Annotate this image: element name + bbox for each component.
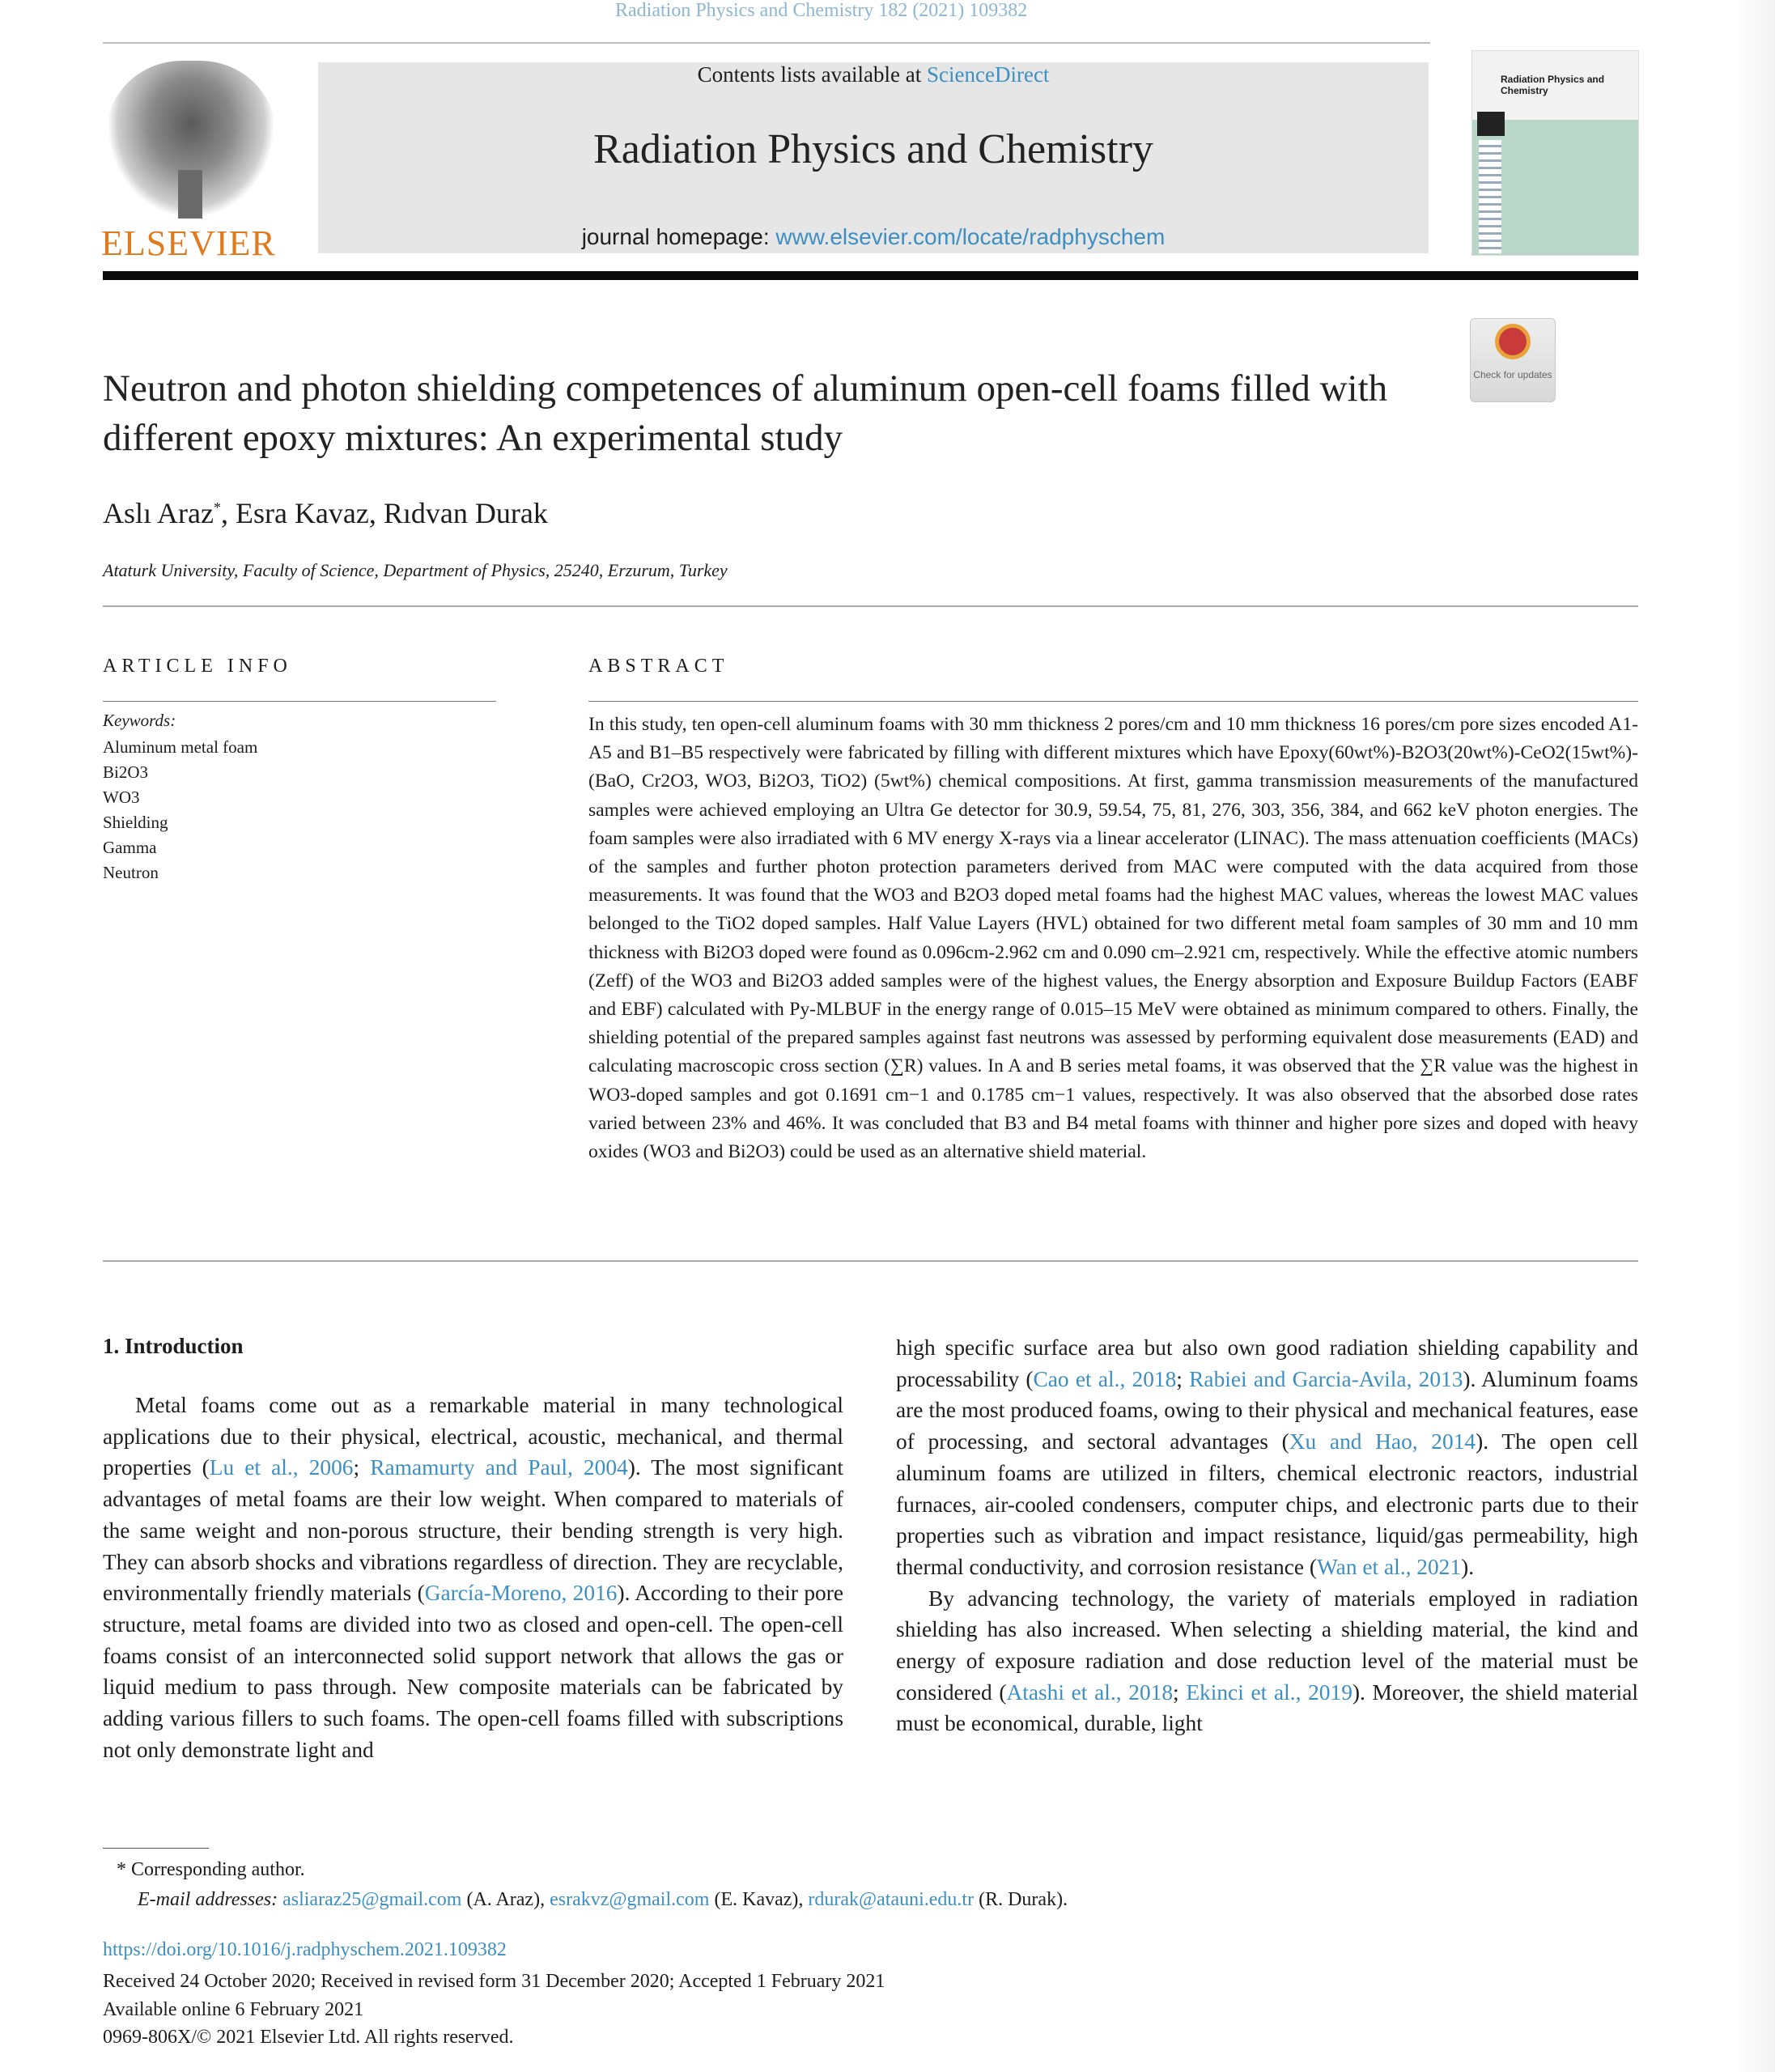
email-link[interactable]: rdurak@atauni.edu.tr bbox=[808, 1889, 975, 1910]
article-info-rule bbox=[103, 701, 496, 702]
intro-column-2 bbox=[896, 1332, 1638, 1739]
keyword-item: Bi2O3 bbox=[103, 762, 149, 782]
body-text: ; bbox=[1173, 1679, 1187, 1705]
cut-top-citation: Radiation Physics and Chemistry 182 (2021) 109382 bbox=[615, 0, 1028, 21]
email-owner: (E. Kavaz), bbox=[709, 1889, 809, 1910]
email-addresses bbox=[138, 1889, 1068, 1911]
keyword-item: Neutron bbox=[103, 863, 159, 882]
body-text: ). The most significant advantages of metal foams are their low weight. When compared to materials of the same weight and non-porous structure, their bending strength is very high. They can absorb shocks and vibrations regardless of direction. They are recyclable, environmentally friendly materials ( bbox=[103, 1455, 843, 1606]
abstract-rule bbox=[588, 701, 1638, 702]
citation-link[interactable]: Rabiei and Garcia-Avila, 2013 bbox=[1189, 1366, 1463, 1391]
author-separator: , bbox=[220, 497, 236, 529]
email-link[interactable]: asliaraz25@gmail.com bbox=[282, 1889, 462, 1910]
intro-column-1 bbox=[103, 1390, 843, 1765]
elsevier-tree-trunk bbox=[178, 170, 202, 219]
top-divider bbox=[103, 42, 1430, 44]
author-separator: , bbox=[368, 497, 384, 529]
article-title: Neutron and photon shielding competences of aluminum open-cell foams filled with different epoxy mixtures: An experimental study bbox=[103, 367, 1388, 459]
copyright-line: 0969-806X/© 2021 Elsevier Ltd. All rights reserved. bbox=[103, 2027, 514, 2049]
body-text: high specific surface area but also own good radiation shielding capability and processability ( bbox=[896, 1335, 1638, 1391]
citation-link[interactable]: Cao et al., 2018 bbox=[1033, 1366, 1177, 1391]
divider bbox=[103, 605, 1638, 607]
keyword-list bbox=[103, 735, 257, 885]
elsevier-wordmark: ELSEVIER bbox=[101, 223, 276, 263]
body-text: ). bbox=[1461, 1554, 1475, 1579]
journal-cover-thumbnail bbox=[1471, 50, 1639, 256]
citation-link[interactable]: Ekinci et al., 2019 bbox=[1186, 1679, 1352, 1705]
body-text: ; bbox=[1176, 1366, 1190, 1391]
body-text: ). According to their pore structure, metal foams are divided into two as closed and open-cell. The open-cell foams consist of an interconnected solid support network that allows the gas or liquid medium to pass through. New composite materials can be fabricated by adding various fillers to such foams. The open-cell foams filled with subscriptions not only demonstrate light and bbox=[103, 1581, 843, 1762]
journal-banner bbox=[318, 62, 1429, 253]
keyword-item: Shielding bbox=[103, 813, 168, 832]
cover-stripe bbox=[1479, 140, 1501, 253]
email-owner: (R. Durak). bbox=[974, 1889, 1068, 1910]
keywords-label: Keywords: bbox=[103, 711, 176, 730]
email-owner: (A. Araz), bbox=[461, 1889, 550, 1910]
check-for-updates-button[interactable] bbox=[1470, 318, 1556, 402]
sciencedirect-link[interactable]: ScienceDirect bbox=[927, 62, 1050, 87]
body-text: Metal foams come out as a remarkable material in many technological applications due to their physical, electrical, acoustic, mechanical, and thermal properties ( bbox=[103, 1393, 843, 1480]
available-online: Available online 6 February 2021 bbox=[103, 1998, 364, 2020]
page-edge-shadow bbox=[1732, 0, 1775, 2072]
journal-homepage-link[interactable]: www.elsevier.com/locate/radphyschem bbox=[775, 224, 1166, 249]
cover-logo-icon bbox=[1477, 112, 1505, 136]
author-name[interactable]: Aslı Araz bbox=[103, 497, 214, 529]
citation-link[interactable]: Lu et al., 2006 bbox=[209, 1455, 354, 1480]
citation-link[interactable]: Wan et al., 2021 bbox=[1317, 1554, 1462, 1579]
citation-link[interactable]: Xu and Hao, 2014 bbox=[1289, 1429, 1476, 1454]
body-text: ). Aluminum foams are the most produced foams, owing to their physical and mechanical features, ease of processing, and sectoral advantages ( bbox=[896, 1366, 1638, 1454]
author-list bbox=[103, 496, 548, 530]
divider bbox=[103, 1260, 1638, 1262]
abstract-text: In this study, ten open-cell aluminum foams with 30 mm thickness 2 pores/cm and 10 mm thickness 16 pores/cm pore sizes encoded A1-A5 and B1–B5 respectively were fabricated by filling with different mixtures which have Epoxy(60wt%)-B2O3(20wt%)-CeO2(15wt%)-(BaO, Cr2O3, WO3, Bi2O3, TiO2) (5wt%) chemical compositions. At first, gamma transmission measurements of the manufactured samples were achieved employing an Ultra Ge detector for 30.9, 59.54, 75, 81, 276, 303, 356, 384, and 662 keV photon energies. The foam samples were also irradiated with 6 MV energy X-rays via a linear accelerator (LINAC). The mass attenuation coefficients (MACs) of the samples and further photon protection parameters derived from MAC were computed with the data acquired from those measurements. It was found that the WO3 and B2O3 doped metal foams had the highest MAC values, whereas the lowest MAC values belonged to the TiO2 doped samples. Half Value Layers (HVL) obtained for two different metal foam samples of 30 mm and 10 mm thickness with Bi2O3 doped were found as 0.096cm-2.962 cm and 0.090 cm–2.921 cm, respectively. While the effective atomic numbers (Zeff) of the WO3 and Bi2O3 added samples were of the highest values, the Energy absorption and Exposure Buildup Factors (EABF and EBF) calculated with Py-MLBUF in the energy range of 0.015–15 MeV were obtained as minimum compared to others. Finally, the shielding potential of the prepared samples against fast neutrons was assessed by performing equivalent dose measurements (EAD) and calculating macroscopic cross section (∑R) values. In A and B series metal foams, it was observed that the ∑R value was the highest in WO3-doped samples and got 0.1691 cm−1 and 0.1785 cm−1 values, respectively. It was also observed that the absorbed dose rates varied between 23% and 46%. It was concluded that B3 and B4 metal foams with thinner and higher pore sizes and doped with heavy oxides (WO3 and Bi2O3) could be used as an alternative shield material. bbox=[588, 714, 1638, 1163]
received-dates: Received 24 October 2020; Received in revised form 31 December 2020; Accepted 1 February 2021 bbox=[103, 1971, 885, 1992]
abstract-heading: ABSTRACT bbox=[588, 656, 729, 677]
citation-link[interactable]: Atashi et al., 2018 bbox=[1006, 1679, 1174, 1705]
body-text: ). Moreover, the shield material must be economical, durable, light bbox=[896, 1679, 1638, 1736]
contents-line bbox=[318, 62, 1429, 87]
footnote-rule bbox=[103, 1848, 209, 1849]
email-label: E-mail addresses: bbox=[138, 1889, 283, 1910]
affiliation: Ataturk University, Faculty of Science, Department of Physics, 25240, Erzurum, Turkey bbox=[103, 560, 728, 580]
check-updates-icon bbox=[1495, 324, 1531, 359]
citation-link[interactable]: Ramamurty and Paul, 2004 bbox=[370, 1455, 628, 1480]
contents-prefix: Contents lists available at bbox=[697, 62, 928, 87]
body-text: ). The open cell aluminum foams are utilized in filters, chemical electronic reactors, industrial furnaces, air-cooled condensers, computer chips, and electronic parts due to their properties such as vibration and impact resistance, liquid/gas permeability, high thermal conductivity, and corrosion resistance ( bbox=[896, 1429, 1638, 1579]
citation-link[interactable]: García-Moreno, 2016 bbox=[424, 1581, 618, 1606]
body-text: By advancing technology, the variety of materials employed in radiation shielding has also increased. When selecting a shielding material, the kind and energy of exposure radiation and dose reduction level of the material must be considered ( bbox=[896, 1586, 1638, 1705]
article-info-heading: ARTICLE INFO bbox=[103, 656, 292, 677]
corresponding-mark: * bbox=[213, 499, 221, 516]
doi-link[interactable]: https://doi.org/10.1016/j.radphyschem.2021.109382 bbox=[103, 1939, 507, 1960]
cover-title: Radiation Physics and Chemistry bbox=[1501, 74, 1605, 96]
author-name[interactable]: Esra Kavaz bbox=[235, 497, 369, 529]
email-link[interactable]: esrakvz@gmail.com bbox=[550, 1889, 710, 1910]
homepage-prefix: journal homepage: bbox=[581, 224, 776, 249]
homepage-line bbox=[318, 224, 1429, 250]
journal-title: Radiation Physics and Chemistry bbox=[593, 126, 1153, 172]
intro-paragraph-2 bbox=[896, 1583, 1638, 1740]
keyword-item: Aluminum metal foam bbox=[103, 737, 258, 757]
corresponding-author-note: * Corresponding author. bbox=[117, 1859, 305, 1880]
header-thick-rule bbox=[103, 271, 1638, 280]
publication-dates bbox=[103, 1968, 885, 2052]
introduction-heading: 1. Introduction bbox=[103, 1334, 244, 1358]
body-text: ; bbox=[353, 1455, 371, 1480]
author-name[interactable]: Rıdvan Durak bbox=[383, 497, 548, 529]
keyword-item: Gamma bbox=[103, 838, 157, 857]
check-updates-label: Check for updates bbox=[1473, 369, 1552, 380]
keyword-item: WO3 bbox=[103, 788, 140, 807]
